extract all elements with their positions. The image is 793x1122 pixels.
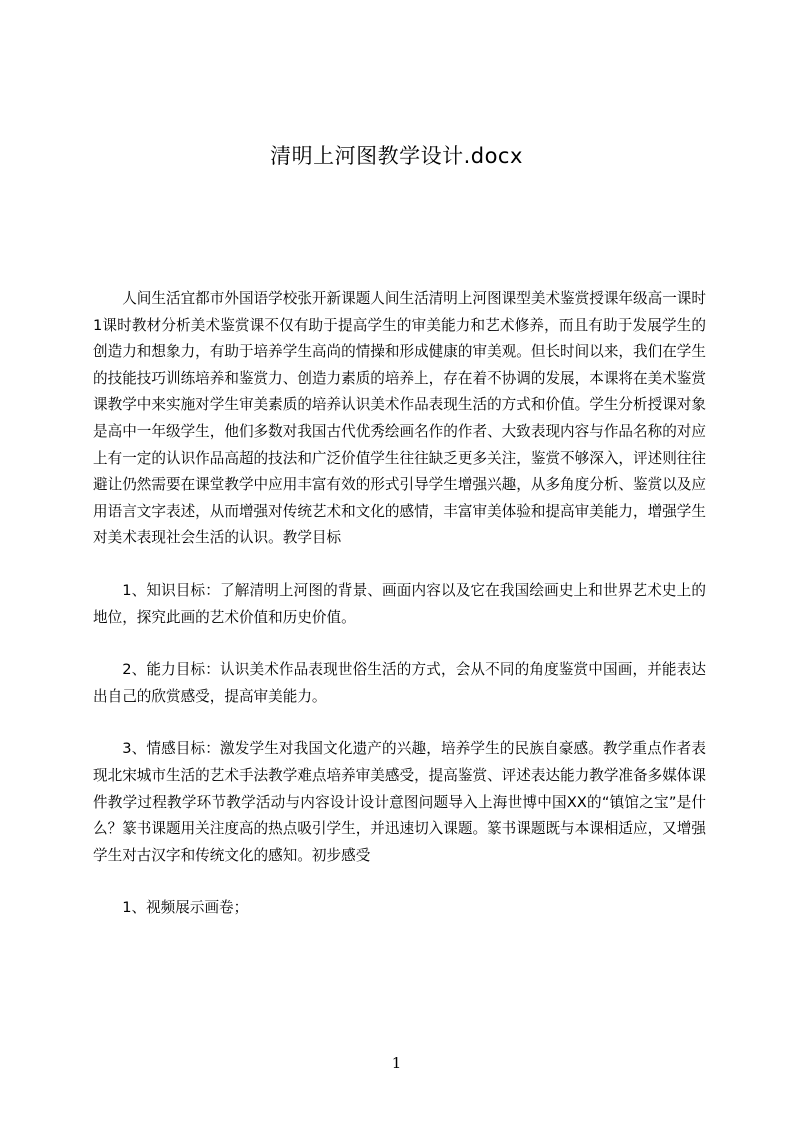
paragraph-ability-goal: 2、能力目标：认识美术作品表现世俗生活的方式，会从不同的角度鉴赏中国画，并能表达出自己的欣赏感受，提高审美能力。 [93,661,706,705]
paragraph-knowledge-goal: 1、知识目标：了解清明上河图的背景、画面内容以及它在我国绘画史上和世界艺术史上的地位，探究此画的艺术价值和历史价值。 [93,581,706,626]
paragraph-video-step: 1、视频展示画卷； [122,899,249,917]
document-body [93,286,706,922]
document-title: 清明上河图教学设计.docx [270,144,523,168]
page-number: 1 [391,1054,402,1072]
paragraph-intro: 人间生活宜都市外国语学校张开新课题人间生活清明上河图课型美术鉴赏授课年级高一课时1课时教材分析美术鉴赏课不仅有助于提高学生的审美能力和艺术修养，而且有助于发展学生的创造力和想象力，有助于培养学生高尚的情操和形成健康的审美观。但长时间以来，我们在学生的技能技巧训练培养和鉴赏力、创造力素质的培养上，存在着不协调的发展，本课将在美术鉴赏课教学中来实施对学生审美素质的培养认识美术作品表现生活的方式和价值。学生分析授课对象是高中一年级学生，他们多数对我国古代优秀绘画名作的作者、大致表现内容与作品名称的对应上有一定的认识作品高超的技法和广泛价值学生往往缺乏更多关注，鉴赏不够深入，评述则往往避让仍然需要在课堂教学中应用丰富有效的形式引导学生增强兴趣，从多角度分析、鉴赏以及应用语言文字表述，从而增强对传统艺术和文化的感情，丰富审美体验和提高审美能力，增强学生对美术表现社会生活的认识。教学目标 [93,290,706,547]
paragraph-emotion-goal: 3、情感目标：激发学生对我国文化遗产的兴趣，培养学生的民族自豪感。教学重点作者表现北宋城市生活的艺术手法教学难点培养审美感受，提高鉴赏、评述表达能力教学准备多媒体课件教学过程教学环节教学活动与内容设计设计意图问题导入上海世博中国XX的“镇馆之宝”是什么？篆书课题用关注度高的热点吸引学生，并迅速切入课题。篆书课题既与本课相适应，又增强学生对古汉字和传统文化的感知。初步感受 [93,740,706,864]
